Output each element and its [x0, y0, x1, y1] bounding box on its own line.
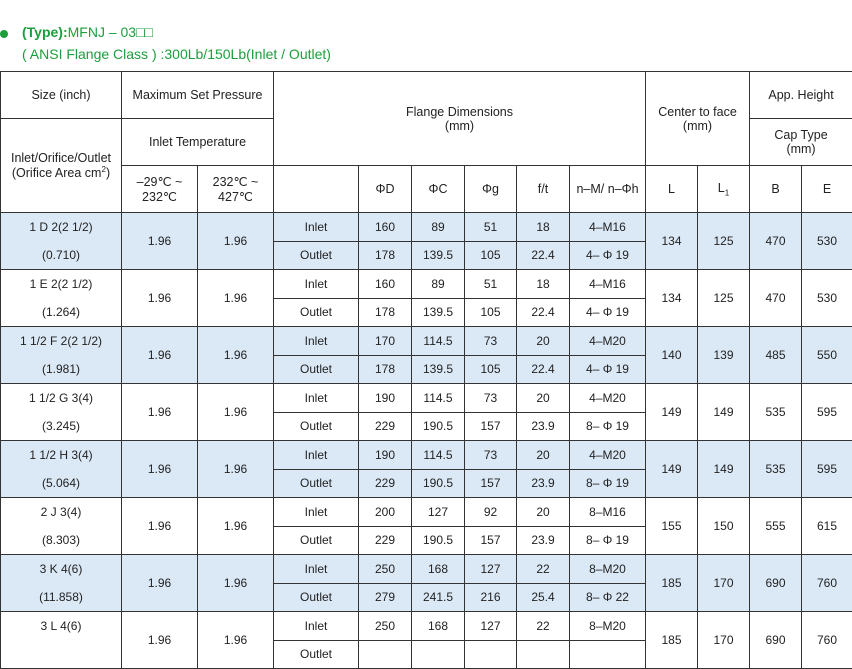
nm-cell: 8– Φ 22: [570, 583, 646, 612]
pressure-cell-2: 1.96: [198, 384, 274, 441]
ft-cell: 22: [517, 612, 570, 641]
B-cell: 690: [750, 612, 802, 669]
flange-dims-label: Flange Dimensions: [406, 105, 513, 119]
phiD-cell: 160: [359, 270, 412, 299]
E-cell: 595: [802, 441, 852, 498]
phiC-cell: [412, 640, 465, 669]
header-phig: Φg: [465, 166, 517, 213]
header-nm: n–M/ n–Φh: [570, 166, 646, 213]
E-cell: 760: [802, 555, 852, 612]
orifice-area-cell: (11.858): [1, 583, 122, 612]
L-cell: 155: [646, 498, 698, 555]
pressure-cell-1: 1.96: [122, 612, 198, 669]
nm-cell: 4– Φ 19: [570, 241, 646, 270]
pressure-cell-2: 1.96: [198, 498, 274, 555]
nm-cell: 8–M16: [570, 498, 646, 527]
table-row-inlet: [1, 270, 852, 299]
phiD-cell: 279: [359, 583, 412, 612]
type-label: (Type):: [22, 24, 68, 40]
phiC-cell: 139.5: [412, 355, 465, 384]
pressure-cell-1: 1.96: [122, 384, 198, 441]
B-cell: 690: [750, 555, 802, 612]
phig-cell: 105: [465, 355, 517, 384]
orifice-area-cell: (8.303): [1, 526, 122, 555]
header-phiD: ΦD: [359, 166, 412, 213]
nm-cell: 4–M20: [570, 327, 646, 356]
nm-cell: 4–M20: [570, 441, 646, 470]
phiC-cell: 89: [412, 270, 465, 299]
B-cell: 555: [750, 498, 802, 555]
nm-cell: 4–M16: [570, 270, 646, 299]
phiD-cell: 178: [359, 355, 412, 384]
L1-label: L: [718, 181, 725, 195]
phiD-cell: 190: [359, 384, 412, 413]
phig-cell: 157: [465, 469, 517, 498]
size-cell: 1 1/2 H 3(4): [1, 441, 122, 470]
nm-cell: [570, 640, 646, 669]
E-cell: 760: [802, 612, 852, 669]
phig-cell: 73: [465, 441, 517, 470]
nm-cell: 8–M20: [570, 555, 646, 584]
L-cell: 149: [646, 384, 698, 441]
header-flange-dims: [274, 72, 646, 166]
cap-type-label: Cap Type: [774, 128, 827, 142]
phig-cell: 92: [465, 498, 517, 527]
phiD-cell: 250: [359, 555, 412, 584]
phiC-cell: 190.5: [412, 412, 465, 441]
flange-side-cell: Inlet: [274, 213, 359, 242]
header-B: B: [750, 166, 802, 213]
ft-cell: 25.4: [517, 583, 570, 612]
pressure-cell-1: 1.96: [122, 441, 198, 498]
size-cell: 1 1/2 G 3(4): [1, 384, 122, 413]
flange-side-cell: Inlet: [274, 441, 359, 470]
E-cell: 530: [802, 270, 852, 327]
phiD-cell: 229: [359, 469, 412, 498]
table-row-inlet: [1, 327, 852, 356]
nm-cell: 4– Φ 19: [570, 355, 646, 384]
ft-cell: 20: [517, 327, 570, 356]
ft-cell: 23.9: [517, 526, 570, 555]
spec-table: [0, 71, 852, 669]
phiD-cell: 250: [359, 612, 412, 641]
ft-cell: 22.4: [517, 355, 570, 384]
nm-cell: 4– Φ 19: [570, 298, 646, 327]
phig-cell: 157: [465, 412, 517, 441]
nm-cell: 8– Φ 19: [570, 469, 646, 498]
flange-side-cell: Outlet: [274, 355, 359, 384]
phiD-cell: 229: [359, 412, 412, 441]
pressure-cell-2: 1.96: [198, 612, 274, 669]
L1-cell: 125: [698, 213, 750, 270]
L-cell: 185: [646, 612, 698, 669]
orifice-area-label: (Orifice Area cm: [12, 166, 102, 180]
bullet-dot-icon: [0, 30, 8, 38]
E-cell: 550: [802, 327, 852, 384]
pressure-cell-2: 1.96: [198, 270, 274, 327]
table-row-inlet: [1, 213, 852, 242]
header-temp-1: –29℃ ~ 232℃: [122, 166, 198, 213]
ft-cell: 18: [517, 270, 570, 299]
phiD-cell: 178: [359, 241, 412, 270]
table-row-inlet: [1, 441, 852, 470]
ft-cell: 23.9: [517, 469, 570, 498]
pressure-cell-1: 1.96: [122, 555, 198, 612]
ft-cell: 22.4: [517, 241, 570, 270]
flange-dims-unit: (mm): [445, 119, 474, 133]
size-cell: 2 J 3(4): [1, 498, 122, 527]
ft-cell: 18: [517, 213, 570, 242]
ft-cell: 22: [517, 555, 570, 584]
phiC-cell: 190.5: [412, 469, 465, 498]
header-L1: $L_1$: [698, 166, 750, 213]
ft-cell: 20: [517, 441, 570, 470]
phig-cell: 105: [465, 241, 517, 270]
size-cell: 1 1/2 F 2(2 1/2): [1, 327, 122, 356]
type-value: MFNJ – 03□□: [68, 24, 153, 40]
flange-side-cell: Outlet: [274, 526, 359, 555]
flange-side-cell: Inlet: [274, 327, 359, 356]
L1-cell: 149: [698, 384, 750, 441]
header-inlet-temp: Inlet Temperature: [122, 119, 274, 166]
header-phiC: ΦC: [412, 166, 465, 213]
L1-cell: 149: [698, 441, 750, 498]
phig-cell: 51: [465, 270, 517, 299]
phiC-cell: 114.5: [412, 384, 465, 413]
ft-cell: 23.9: [517, 412, 570, 441]
type-line: [22, 24, 153, 40]
flange-side-cell: Inlet: [274, 270, 359, 299]
phiC-cell: 114.5: [412, 327, 465, 356]
B-cell: 485: [750, 327, 802, 384]
size-cell: 1 D 2(2 1/2): [1, 213, 122, 242]
flange-side-cell: Inlet: [274, 498, 359, 527]
pressure-cell-2: 1.96: [198, 555, 274, 612]
pressure-cell-1: 1.96: [122, 213, 198, 270]
nm-cell: 8–M20: [570, 612, 646, 641]
E-cell: 530: [802, 213, 852, 270]
flange-side-cell: Outlet: [274, 241, 359, 270]
header-blank: [274, 166, 359, 213]
phiC-cell: 168: [412, 555, 465, 584]
phiC-cell: 139.5: [412, 298, 465, 327]
E-cell: 615: [802, 498, 852, 555]
pressure-cell-1: 1.96: [122, 498, 198, 555]
L-cell: 149: [646, 441, 698, 498]
phiC-cell: 127: [412, 498, 465, 527]
ft-cell: 20: [517, 384, 570, 413]
pressure-cell-1: 1.96: [122, 270, 198, 327]
phiC-cell: 114.5: [412, 441, 465, 470]
L1-cell: 125: [698, 270, 750, 327]
header-max-pressure: Maximum Set Pressure: [122, 72, 274, 119]
header-E: E: [802, 166, 852, 213]
phiD-cell: 160: [359, 213, 412, 242]
table-row-inlet: [1, 612, 852, 641]
ft-cell: [517, 640, 570, 669]
phig-cell: 127: [465, 612, 517, 641]
header-size: Size (inch): [1, 72, 122, 119]
phig-cell: 216: [465, 583, 517, 612]
phiD-cell: 190: [359, 441, 412, 470]
B-cell: 535: [750, 441, 802, 498]
phig-cell: 127: [465, 555, 517, 584]
orifice-area-cell: (3.245): [1, 412, 122, 441]
nm-cell: 4–M16: [570, 213, 646, 242]
center-label: Center to face: [658, 105, 737, 119]
table-row-inlet: [1, 555, 852, 584]
flange-class-line: ( ANSI Flange Class ) :300Lb/150Lb(Inlet / Outlet): [22, 46, 331, 62]
header-cap-type: [750, 119, 852, 166]
L1-cell: 139: [698, 327, 750, 384]
orifice-area-cell: (1.264): [1, 298, 122, 327]
phiD-cell: 178: [359, 298, 412, 327]
size-cell: 3 K 4(6): [1, 555, 122, 584]
flange-side-cell: Outlet: [274, 298, 359, 327]
phig-cell: 73: [465, 327, 517, 356]
phiD-cell: 170: [359, 327, 412, 356]
cap-type-unit: (mm): [786, 142, 815, 156]
L1-cell: 150: [698, 498, 750, 555]
orifice-area-cell: (1.981): [1, 355, 122, 384]
phig-cell: 105: [465, 298, 517, 327]
flange-side-cell: Inlet: [274, 384, 359, 413]
phig-cell: 157: [465, 526, 517, 555]
B-cell: 470: [750, 213, 802, 270]
L-cell: 134: [646, 270, 698, 327]
header-L: L: [646, 166, 698, 213]
flange-side-cell: Outlet: [274, 469, 359, 498]
phiD-cell: 200: [359, 498, 412, 527]
L1-cell: 170: [698, 555, 750, 612]
nm-cell: 4–M20: [570, 384, 646, 413]
pressure-cell-2: 1.96: [198, 441, 274, 498]
orifice-area-cell: (5.064): [1, 469, 122, 498]
flange-side-cell: Outlet: [274, 412, 359, 441]
phiC-cell: 241.5: [412, 583, 465, 612]
pressure-cell-1: 1.96: [122, 327, 198, 384]
ft-cell: 20: [517, 498, 570, 527]
header-temp-2: 232℃ ~ 427℃: [198, 166, 274, 213]
pressure-cell-2: 1.96: [198, 213, 274, 270]
orifice-area-cell: [1, 640, 122, 669]
phiD-cell: 229: [359, 526, 412, 555]
center-unit: (mm): [683, 119, 712, 133]
header-app-height: App. Height: [750, 72, 852, 119]
header-ft: f/t: [517, 166, 570, 213]
size-cell: 1 E 2(2 1/2): [1, 270, 122, 299]
orifice-area-cell: (0.710): [1, 241, 122, 270]
phiC-cell: 89: [412, 213, 465, 242]
header-inlet-orifice: Inlet/Orifice/Outlet (Orifice Area $cm^2$): [1, 119, 122, 213]
header-center-to-face: [646, 72, 750, 166]
nm-cell: 8– Φ 19: [570, 526, 646, 555]
L-cell: 140: [646, 327, 698, 384]
phiC-cell: 190.5: [412, 526, 465, 555]
L-cell: 185: [646, 555, 698, 612]
table-row-inlet: [1, 498, 852, 527]
pressure-cell-2: 1.96: [198, 327, 274, 384]
flange-side-cell: Outlet: [274, 640, 359, 669]
table-row-inlet: [1, 384, 852, 413]
ft-cell: 22.4: [517, 298, 570, 327]
size-cell: 3 L 4(6): [1, 612, 122, 641]
flange-side-cell: Inlet: [274, 555, 359, 584]
phiC-cell: 168: [412, 612, 465, 641]
B-cell: 470: [750, 270, 802, 327]
phig-cell: 51: [465, 213, 517, 242]
phiD-cell: [359, 640, 412, 669]
phiC-cell: 139.5: [412, 241, 465, 270]
phig-cell: [465, 640, 517, 669]
nm-cell: 8– Φ 19: [570, 412, 646, 441]
phig-cell: 73: [465, 384, 517, 413]
inlet-orifice-label: Inlet/Orifice/Outlet: [11, 151, 111, 165]
flange-side-cell: Inlet: [274, 612, 359, 641]
L-cell: 134: [646, 213, 698, 270]
L1-cell: 170: [698, 612, 750, 669]
E-cell: 595: [802, 384, 852, 441]
flange-side-cell: Outlet: [274, 583, 359, 612]
B-cell: 535: [750, 384, 802, 441]
